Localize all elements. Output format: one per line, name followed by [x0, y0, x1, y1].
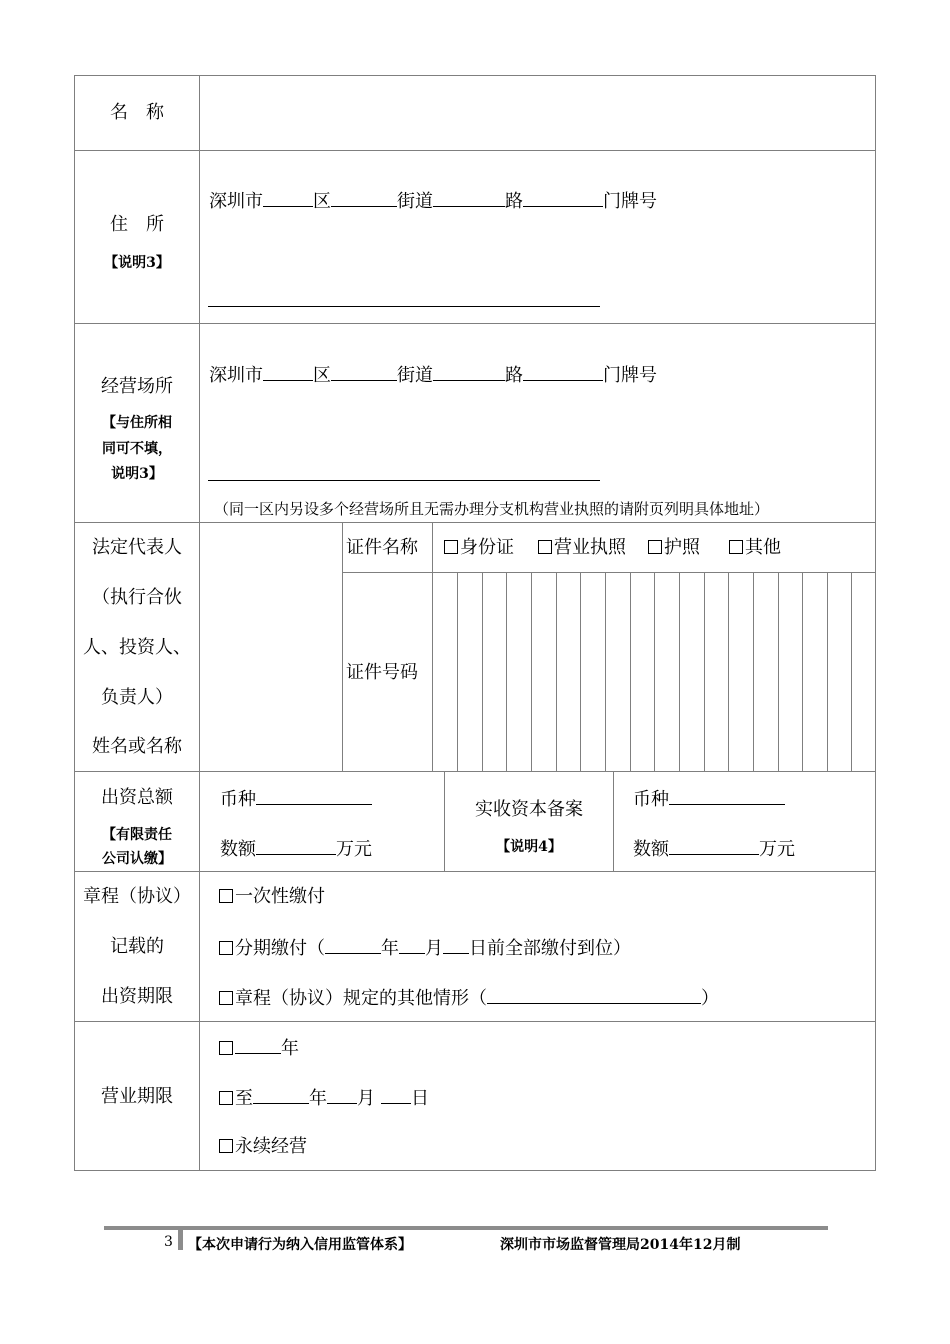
row-divider [74, 150, 876, 151]
addr-street-text: 街道 [397, 365, 433, 386]
page-number: 3 [164, 1234, 173, 1250]
residence-extra-line[interactable] [208, 306, 600, 307]
addr-number-text: 门牌号 [603, 365, 657, 386]
district-blank[interactable] [263, 364, 313, 381]
checkbox-icon[interactable] [219, 1041, 233, 1055]
id-digit-cell [506, 572, 507, 772]
addr-district-text: 区 [313, 191, 331, 212]
business-extra-line[interactable] [208, 480, 600, 481]
row-divider [74, 771, 876, 772]
number-blank[interactable] [523, 364, 603, 381]
period-label: 营业期限 [101, 1086, 173, 1107]
business-address-line[interactable] [209, 364, 657, 386]
id-digit-cell [679, 572, 680, 772]
month-text: 月 [425, 938, 443, 959]
period-option-perpetual[interactable] [219, 1137, 307, 1157]
addr-road-text: 路 [505, 365, 523, 386]
business-place-label: 经营场所 [101, 376, 173, 397]
business-place-note-2: 同可不填， [102, 441, 172, 457]
cert-option-label: 其他 [745, 537, 781, 558]
cert-option-label: 护照 [664, 537, 700, 558]
currency-label: 币种 [633, 789, 669, 810]
capital-divider [613, 771, 614, 872]
business-place-hint: （同一区内另设多个经营场所且无需办理分支机构营业执照的请附页列明具体地址） [214, 500, 770, 518]
road-blank[interactable] [433, 364, 505, 381]
capital-divider [444, 771, 445, 872]
term-option-lump-sum[interactable] [219, 887, 325, 907]
term-option-suffix: 日前全部缴付到位） [469, 938, 631, 959]
amount-label: 数额 [633, 839, 669, 860]
legal-rep-label-2: （执行合伙 [92, 587, 182, 608]
cert-value-divider [432, 522, 433, 772]
cert-name-label: 证件名称 [346, 537, 418, 558]
checkbox-icon[interactable] [219, 1139, 233, 1153]
paid-capital-note: 【说明4】 [496, 839, 562, 855]
id-digit-cell [802, 572, 803, 772]
checkbox-icon[interactable] [219, 991, 233, 1005]
paid-currency-row[interactable] [633, 788, 785, 810]
row-divider [74, 871, 876, 872]
name-field[interactable] [201, 77, 874, 149]
id-digit-cell [654, 572, 655, 772]
residence-address-line[interactable] [209, 190, 657, 212]
checkbox-icon[interactable] [444, 540, 458, 554]
addr-district-text: 区 [313, 365, 331, 386]
addr-city-text: 深圳市 [209, 365, 263, 386]
amount-label: 数额 [220, 839, 256, 860]
currency-blank[interactable] [669, 788, 785, 805]
cert-option-license[interactable] [538, 538, 626, 558]
id-digit-cell [778, 572, 779, 772]
id-digit-cell [531, 572, 532, 772]
business-place-note-3: 说明3】 [111, 466, 163, 482]
street-blank[interactable] [331, 364, 397, 381]
legal-rep-label-1: 法定代表人 [92, 537, 182, 558]
id-digit-cell [851, 572, 852, 772]
name-label: 名 称 [110, 102, 164, 123]
currency-label: 币种 [220, 789, 256, 810]
years-blank[interactable] [235, 1037, 281, 1054]
term-option-label: 一次性缴付 [235, 886, 325, 907]
cert-number-label: 证件号码 [346, 662, 418, 683]
capital-currency-row[interactable] [220, 788, 372, 810]
checkbox-icon[interactable] [219, 1091, 233, 1105]
term-option-installment[interactable] [219, 937, 631, 959]
year-text: 年 [309, 1088, 327, 1109]
legal-rep-name-field[interactable] [201, 524, 341, 770]
table-border-bottom [74, 1170, 876, 1171]
amount-blank[interactable] [669, 838, 759, 855]
footer-rule [104, 1226, 828, 1230]
table-border-right [875, 75, 876, 1171]
id-digit-cell [827, 572, 828, 772]
number-blank[interactable] [523, 190, 603, 207]
capital-note-1: 【有限责任 [102, 827, 172, 843]
year-text: 年 [381, 938, 399, 959]
paid-capital-label: 实收资本备案 [475, 799, 583, 820]
table-border-top [74, 75, 876, 76]
row-divider [74, 323, 876, 324]
street-blank[interactable] [331, 190, 397, 207]
currency-blank[interactable] [256, 788, 372, 805]
row-divider [74, 522, 876, 523]
month-blank[interactable] [327, 1087, 357, 1104]
capital-note-2: 公司认缴】 [102, 851, 172, 867]
amount-unit: 万元 [336, 839, 372, 860]
legal-rep-label-3: 人、投资人、 [83, 637, 191, 658]
id-digit-cell [630, 572, 631, 772]
other-blank[interactable] [487, 987, 701, 1004]
checkbox-icon[interactable] [219, 889, 233, 903]
until-text: 至 [235, 1088, 253, 1109]
checkbox-icon[interactable] [648, 540, 662, 554]
cert-row-divider [342, 572, 876, 573]
id-digit-cell [556, 572, 557, 772]
id-digit-cell [753, 572, 754, 772]
footer-issuer: 深圳市市场监督管理局2014年12月制 [500, 1237, 741, 1253]
term-option-other[interactable] [219, 987, 719, 1009]
amount-blank[interactable] [256, 838, 336, 855]
cert-column-divider [342, 522, 343, 772]
id-digit-cell [605, 572, 606, 772]
cert-option-id-card[interactable] [444, 538, 514, 558]
addr-city-text: 深圳市 [209, 191, 263, 212]
cert-option-passport[interactable] [648, 538, 700, 558]
addr-road-text: 路 [505, 191, 523, 212]
term-option-label: 章程（协议）规定的其他情形（ [235, 988, 487, 1009]
term-label-3: 出资期限 [101, 986, 173, 1007]
label-column-divider [199, 75, 200, 1171]
term-label-2: 记载的 [110, 936, 164, 957]
amount-unit: 万元 [759, 839, 795, 860]
checkbox-icon[interactable] [729, 540, 743, 554]
addr-number-text: 门牌号 [603, 191, 657, 212]
footer-slogan: 【本次申请行为纳入信用监管体系】 [188, 1237, 412, 1253]
paid-amount-row[interactable] [633, 838, 795, 860]
term-option-suffix: ） [701, 988, 719, 1009]
period-option-until[interactable] [219, 1087, 429, 1109]
id-digit-cell [704, 572, 705, 772]
checkbox-icon[interactable] [538, 540, 552, 554]
residence-label: 住 所 [110, 214, 164, 235]
capital-amount-row[interactable] [220, 838, 372, 860]
district-blank[interactable] [263, 190, 313, 207]
period-option-years[interactable] [219, 1037, 299, 1059]
id-digit-cell [728, 572, 729, 772]
residence-note: 【说明3】 [104, 255, 170, 271]
road-blank[interactable] [433, 190, 505, 207]
month-blank[interactable] [399, 937, 425, 954]
day-text: 日 [411, 1088, 429, 1109]
year-blank[interactable] [253, 1087, 309, 1104]
year-blank[interactable] [325, 937, 381, 954]
legal-rep-label-4: 负责人） [101, 687, 173, 708]
year-text: 年 [281, 1038, 299, 1059]
capital-label: 出资总额 [101, 787, 173, 808]
footer-separator [178, 1230, 183, 1250]
id-digit-cell [580, 572, 581, 772]
cert-option-other[interactable] [729, 538, 781, 558]
checkbox-icon[interactable] [219, 941, 233, 955]
row-divider [74, 1021, 876, 1022]
addr-street-text: 街道 [397, 191, 433, 212]
perpetual-text: 永续经营 [235, 1136, 307, 1157]
id-digit-cell [482, 572, 483, 772]
legal-rep-label-5: 姓名或名称 [92, 736, 182, 757]
cert-option-label: 身份证 [460, 537, 514, 558]
cert-option-label: 营业执照 [554, 537, 626, 558]
term-label-1: 章程（协议） [83, 886, 191, 907]
month-text: 月 [357, 1088, 375, 1109]
id-digit-cell [457, 572, 458, 772]
business-place-note-1: 【与住所相 [102, 415, 172, 431]
term-option-label: 分期缴付（ [235, 938, 325, 959]
day-blank[interactable] [443, 937, 469, 954]
day-blank[interactable] [381, 1087, 411, 1104]
